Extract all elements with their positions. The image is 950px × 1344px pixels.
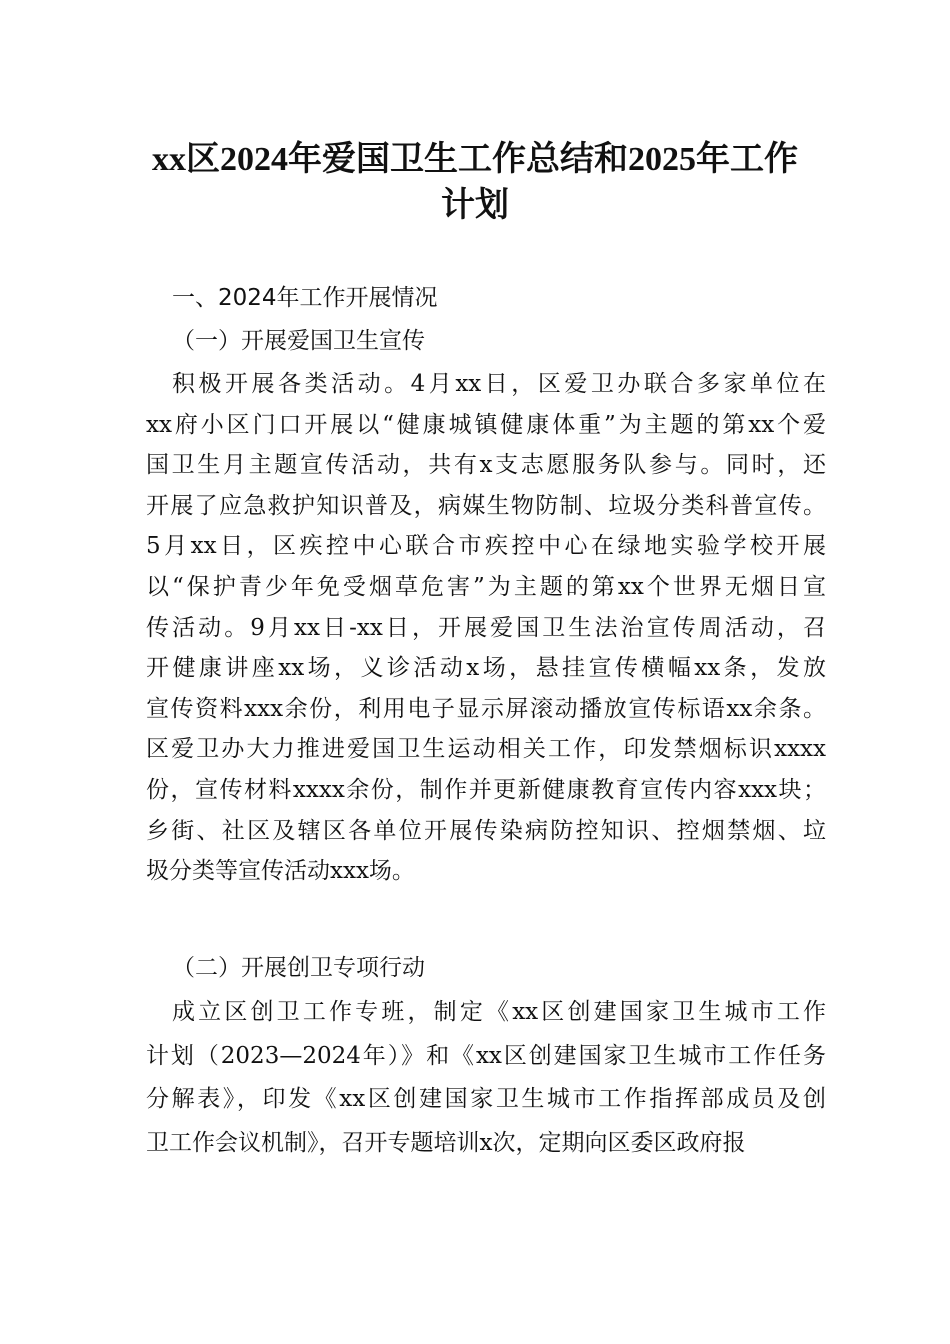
- paragraph-line: 区爱卫办大力推进爱国卫生运动相关工作，印发禁烟标识xxxx: [146, 736, 826, 763]
- paragraph-line: 开健康讲座xx场，义诊活动x场，悬挂宣传横幅xx条，发放: [146, 655, 826, 682]
- paragraph-line: 乡街、社区及辖区各单位开展传染病防控知识、控烟禁烟、垃: [146, 817, 826, 844]
- paragraph-line: 卫工作会议机制》，召开专题培训x次，定期向区委区政府报: [146, 1129, 746, 1156]
- document-title-line-2: 计划: [441, 187, 509, 224]
- paragraph-line: 积极开展各类活动。4月xx日，区爱卫办联合多家单位在: [172, 371, 826, 397]
- section-heading: 一、2024年工作开展情况: [172, 285, 438, 311]
- paragraph-line: 计划（2023—2024年）》和《xx区创建国家卫生城市工作任务: [146, 1042, 826, 1069]
- paragraph-line: 国卫生月主题宣传活动，共有x支志愿服务队参与。同时，还: [146, 452, 826, 479]
- paragraph-line: 分解表》，印发《xx区创建国家卫生城市工作指挥部成员及创: [146, 1086, 826, 1112]
- paragraph-line: 传活动。9月xx日-xx日，开展爱国卫生法治宣传周活动，召: [146, 614, 826, 641]
- subsection-heading: （一）开展爱国卫生宣传: [172, 328, 425, 354]
- paragraph-line: 份，宣传材料xxxx余份，制作并更新健康教育宣传内容xxx块；: [146, 777, 826, 803]
- paragraph-line: 圾分类等宣传活动xxx场。: [146, 858, 415, 885]
- paragraph-line: xx府小区门口开展以“健康城镇健康体重”为主题的第xx个爱: [146, 411, 826, 438]
- paragraph-line: 以“保护青少年免受烟草危害”为主题的第xx个世界无烟日宣: [146, 574, 826, 600]
- document-title-line-1: xx区2024年爱国卫生工作总结和2025年工作: [152, 141, 798, 178]
- subsection-heading: （二）开展创卫专项行动: [172, 955, 425, 981]
- paragraph-line: 成立区创卫工作专班，制定《xx区创建国家卫生城市工作: [172, 999, 826, 1025]
- paragraph-line: 宣传资料xxx余份，利用电子显示屏滚动播放宣传标语xx余条。: [146, 695, 826, 722]
- paragraph-line: 5月xx日，区疾控中心联合市疾控中心在绿地实验学校开展: [146, 533, 826, 560]
- paragraph-line: 开展了应急救护知识普及，病媒生物防制、垃圾分类科普宣传。: [146, 492, 826, 519]
